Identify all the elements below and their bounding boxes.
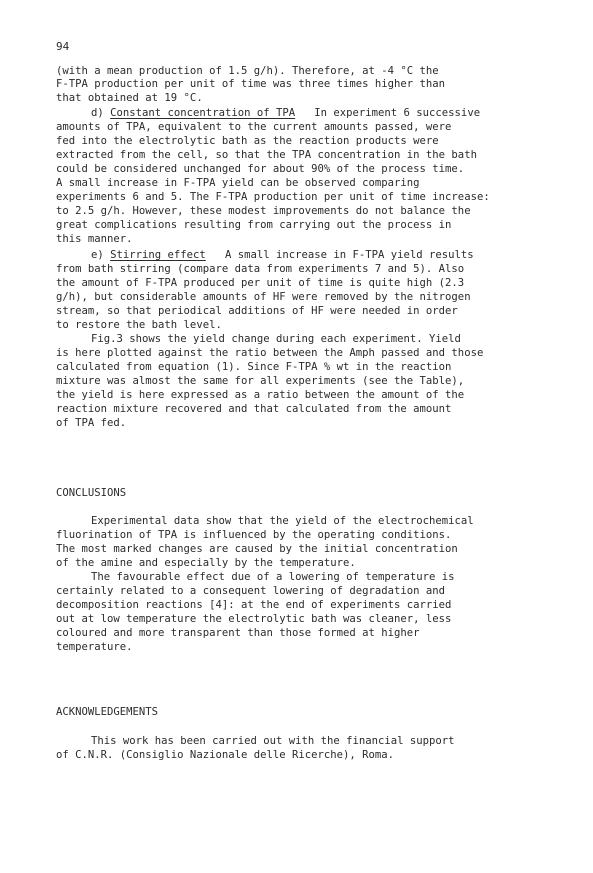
text-line: Experimental data show that the yield of the electrochemical — [91, 515, 474, 527]
text-line: Fig.3 shows the yield change during each experiment. Yield — [91, 333, 461, 345]
text-line: of the amine and especially by the temperature. — [56, 557, 356, 569]
text-line: fluorination of TPA is influenced by the operating conditions. — [56, 529, 452, 541]
text-line: reaction mixture recovered and that calculated from the amount — [56, 403, 452, 415]
text-line: the amount of F-TPA produced per unit of time is quite high (2.3 — [56, 277, 465, 289]
text-line — [91, 107, 480, 120]
text-line: This work has been carried out with the financial support — [91, 735, 455, 747]
text-line: decomposition reactions [4]: at the end of experiments carried — [56, 599, 452, 611]
section-heading-acknowledgements: ACKNOWLEDGEMENTS — [56, 706, 159, 718]
text-line: to 2.5 g/h. However, these modest improvements do not balance the — [56, 205, 471, 217]
section-heading-stirring-effect: Stirring effect — [110, 249, 206, 261]
text-line: extracted from the cell, so that the TPA concentration in the bath — [56, 149, 477, 161]
text-line: the yield is here expressed as a ratio between the amount of the — [56, 389, 465, 401]
text-line: is here plotted against the ratio between the Amph passed and those — [56, 347, 484, 359]
text-line — [91, 249, 474, 262]
text-line: from bath stirring (compare data from experiments 7 and 5). Also — [56, 263, 465, 275]
text-line: stream, so that periodical additions of HF were needed in order — [56, 305, 458, 317]
page-number: 94 — [56, 40, 70, 53]
text-line: to restore the bath level. — [56, 319, 222, 331]
text-line: A small increase in F-TPA yield can be observed comparing — [56, 177, 420, 189]
text-line: g/h), but considerable amounts of HF were removed by the nitrogen — [56, 291, 471, 303]
text-line: certainly related to a consequent lowering of degradation and — [56, 585, 446, 597]
text-line: amounts of TPA, equivalent to the current amounts passed, were — [56, 121, 452, 133]
text-line: could be considered unchanged for about 90% of the process time. — [56, 163, 465, 175]
text-line: The favourable effect due of a lowering of temperature is — [91, 571, 455, 583]
text-fragment: A small increase in F-TPA yield results — [205, 249, 474, 261]
text-line: mixture was almost the same for all experiments (see the Table), — [56, 375, 465, 387]
text-line: of TPA fed. — [56, 417, 127, 429]
text-line: temperature. — [56, 641, 133, 653]
text-line: that obtained at 19 °C. — [56, 92, 203, 104]
text-line: fed into the electrolytic bath as the reaction products were — [56, 135, 439, 147]
list-marker: d) — [91, 107, 111, 119]
list-marker: e) — [91, 249, 111, 261]
text-line: F-TPA production per unit of time was three times higher than — [56, 78, 446, 90]
text-line: experiments 6 and 5. The F-TPA production per unit of time increase: — [56, 191, 490, 203]
text-line: of C.N.R. (Consiglio Nazionale delle Ricerche), Roma. — [56, 749, 395, 761]
text-fragment: In experiment 6 successive — [295, 107, 481, 119]
text-line: coloured and more transparent than those formed at higher — [56, 627, 420, 639]
text-line: this manner. — [56, 233, 133, 245]
text-line: great complications resulting from carrying out the process in — [56, 219, 452, 231]
text-line: calculated from equation (1). Since F-TPA % wt in the reaction — [56, 361, 452, 373]
section-heading-conclusions: CONCLUSIONS — [56, 487, 127, 499]
section-heading-constant-concentration: Constant concentration of TPA — [110, 107, 296, 119]
text-line: The most marked changes are caused by the initial concentration — [56, 543, 458, 555]
text-line: (with a mean production of 1.5 g/h). Therefore, at -4 °C the — [56, 65, 439, 77]
text-line: out at low temperature the electrolytic bath was cleaner, less — [56, 613, 452, 625]
